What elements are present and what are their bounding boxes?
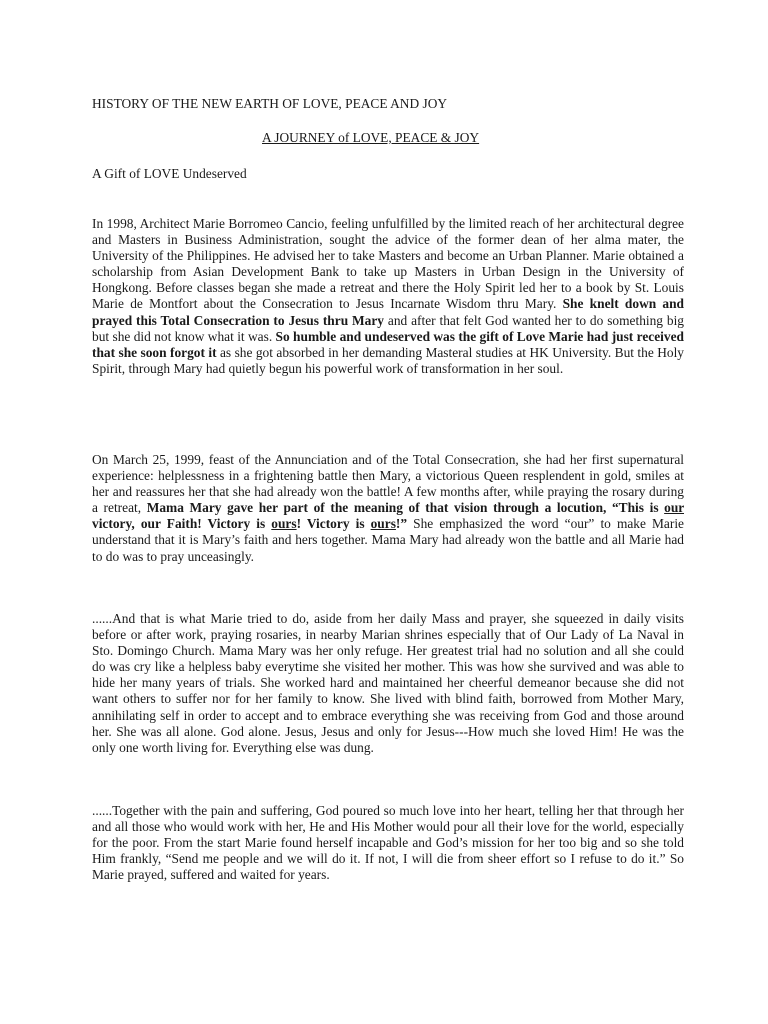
paragraph-4 [92,803,684,883]
document-title: HISTORY OF THE NEW EARTH OF LOVE, PEACE AND JOY [92,96,448,111]
paragraph-4-text: ......Together with the pain and suffering, God poured so much love into her heart, telling her that through her and all those who would work with her, He and His Mother would pour all their love for the world, especially for the poor. From the start Marie found herself incapable and God’s mission for her too big and so she told Him frankly, “Send me people and we will do it. If not, I will die from sheer effort so I refuse to do it.” So Marie prayed, suffered and waited for years. [92,803,684,883]
paragraph-2-text: On March 25, 1999, feast of the Annunciation and of the Total Consecration, she had her first supernatural experience: helplessness in a frightening battle then Mary, a victorious Queen resplendent in gold, smiles at her and reassures her that she had already won the battle! A few months after, while praying the rosary during a retreat, [92,452,684,516]
paragraph-2 [92,452,684,565]
paragraph-2-text: She emphasized the word “our” to make Marie understand that it is Mary’s faith and hers together. Mama Mary had already won the battle and all Marie had to do was to pray unceasingly. [92,516,684,564]
paragraph-2-underline: our [664,500,684,516]
paragraph-1-text: In 1998, Architect Marie Borromeo Cancio, feeling unfulfilled by the limited reach of her architectural degree and Masters in Business Administration, sought the advice of the former dean of her alma mater, the University of the Philippines. He advised her to take Masters and become an Urban Planner. Marie obtained a scholarship from Asian Development Bank to take up Masters in Urban Design in the University of Hongkong. Before classes began she made a retreat and there the Holy Spirit led her to a book by St. Louis Marie de Montfort about the Consecration to Jesus Incarnate Wisdom thru Mary. [92,216,684,312]
paragraph-2-bold: !” [395,516,408,532]
paragraph-2-underline: ours [271,516,297,532]
paragraph-3 [92,611,684,756]
paragraph-2-bold: Mama Mary gave her part of the meaning of that vision through a locution, “This is [146,500,665,516]
paragraph-1 [92,216,684,377]
section-heading: A Gift of LOVE Undeserved [92,166,247,181]
paragraph-1-text: and after that felt God wanted her to do something big but she did not know what it was. [92,312,684,344]
paragraph-1-bold: She knelt down and prayed this Total Consecration to Jesus thru Mary [92,296,684,328]
paragraph-3-text: ......And that is what Marie tried to do, aside from her daily Mass and prayer, she squeezed in daily visits before or after work, praying rosaries, in nearby Marian shrines especially that of Our Lady of La Naval in Sto. Domingo Church. Mama Mary was her only refuge. Her greatest trial had no solution and all she could do was cry like a helpless baby everytime she visited her mother. This was how she survived and was able to hide her many years of trials. She worked hard and maintained her cheerful demeanor because she did not want others to suffer nor for her family to know. She lived with blind faith, borrowed from Mother Mary, annihilating self in order to accept and to embrace everything she was receiving from God and those around her. She was all alone. God alone. Jesus, Jesus and only for Jesus---How much she loved Him! He was the only one worth living for. Everything else was dung. [92,611,684,755]
paragraph-2-underline: ours [370,516,396,532]
paragraph-2-bold: victory, our Faith! Victory is [92,516,272,532]
paragraph-1-text: as she got absorbed in her demanding Masteral studies at HK University. But the Holy Spirit, through Mary had quietly begun his powerful work of transformation in her soul. [92,344,684,376]
paragraph-2-bold: ! Victory is [296,516,371,532]
document-subtitle: A JOURNEY of LOVE, PEACE & JOY [262,130,480,145]
paragraph-1-bold: So humble and undeserved was the gift of Love Marie had just received that she soon forgot it [92,328,684,360]
